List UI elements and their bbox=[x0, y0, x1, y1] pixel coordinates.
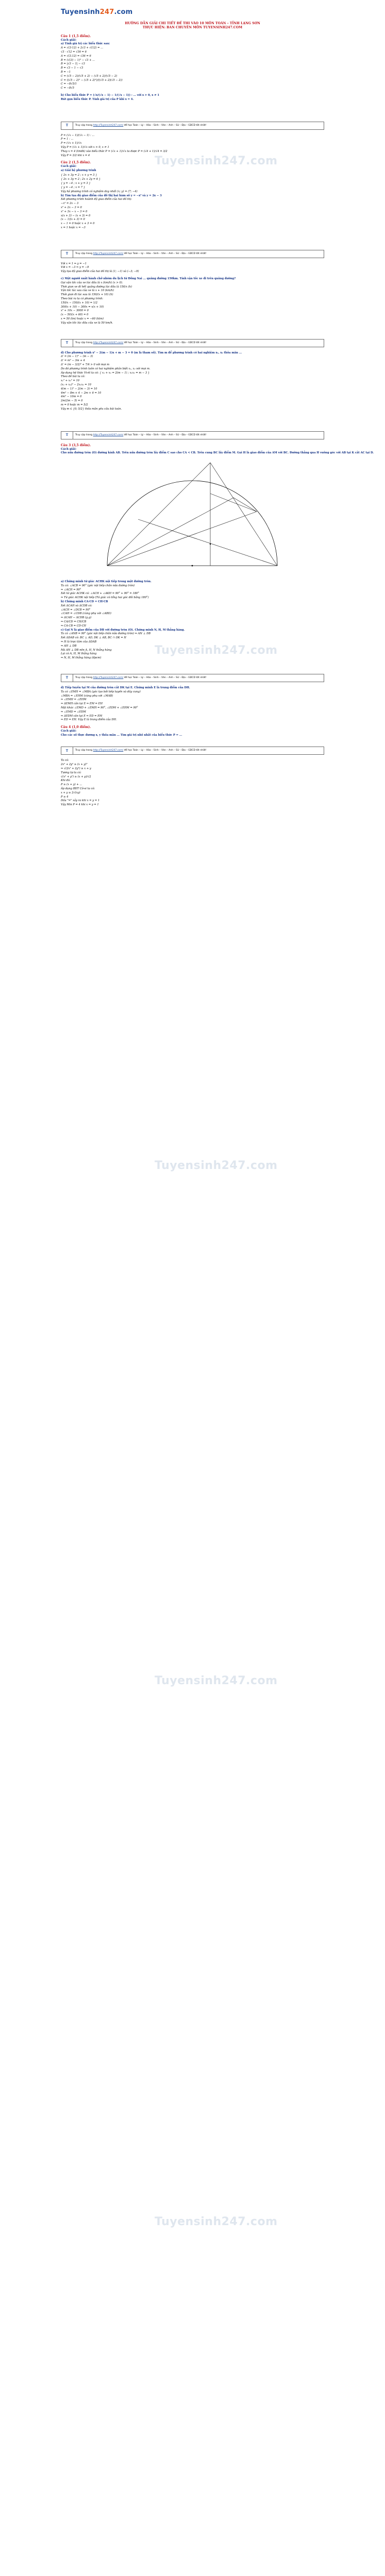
part-heading: c) Gọi N là giao điểm của DB với đường tròn (O). Chứng minh N, H, M thẳng hàng. bbox=[61, 628, 185, 632]
solution-line: P = (√x + 1)/√x bbox=[61, 142, 82, 145]
part-heading: c) Một người xuất hành chở nhóm du lịch từ Đồng Nai ... quãng đường 150km. Tính vận tốc xe đi trên quãng đường? bbox=[61, 277, 236, 281]
solution-line: B = −1 bbox=[61, 70, 71, 74]
solution-line: Vậy P = 3/2 khi x = 4 bbox=[61, 154, 90, 157]
question-2 bbox=[61, 161, 324, 439]
promo-footer bbox=[61, 250, 324, 258]
solution-line: A = √(3·12) + 2√3 + √(12) = ... bbox=[61, 46, 104, 50]
logo-row bbox=[61, 3, 324, 21]
solution-line: x₁² + x₂² = 10 bbox=[61, 379, 80, 383]
solution-line: Theo bài ra ta có phương trình: bbox=[61, 297, 104, 301]
solution-line: Ta có: ∠ACB = 90° (góc nội tiếp chắn nửa đường tròn) bbox=[61, 584, 135, 587]
point-o bbox=[192, 565, 193, 567]
solution-line: Δ' = (m − 1)² − (m − 3) bbox=[61, 355, 93, 359]
solution-line: Xét ΔCAH và ΔCDB có: bbox=[61, 604, 92, 607]
solution-line: ∠ACH = ∠DCB = 90° bbox=[61, 608, 91, 612]
solution-line: ∠CAH = ∠CDB (cùng phụ với ∠ABD) bbox=[61, 612, 111, 616]
solution-line: ⇒ ED = EH. Vậy E là trung điểm của DH. bbox=[61, 718, 117, 722]
solution-line: Vậy Min P = 4 khi x = y = 1 bbox=[61, 803, 99, 807]
segment-db bbox=[210, 463, 277, 566]
footer-logo: T bbox=[61, 122, 73, 129]
solution-line: m = 0 hoặc m = 5/2 bbox=[61, 403, 88, 406]
problem-statement: Cho nửa đường tròn (O) đường kính AB. Trên nửa đường tròn lấy điểm C sao cho CA < CB. Trên cung BC lấy điểm M. Gọi H là giao điểm của AM với BC. Đường thẳng qua H vuông góc với AB tại K cắt AC tại D. bbox=[61, 451, 374, 455]
solution-line: Thời gian đi lúc sau là 150/(x + 10) (h) bbox=[61, 293, 113, 297]
solution-line: C = −8√5 bbox=[61, 87, 74, 90]
footer-link[interactable]: http://Tuyensinh247.com/ bbox=[93, 252, 124, 255]
problem-statement: Cho các số thực dương x, y thỏa mãn ... Tìm giá trị nhỏ nhất của biểu thức P = ... bbox=[61, 733, 182, 737]
solution-line: Lại có A, H, M thẳng hàng bbox=[61, 652, 97, 656]
solution-line: Khi đó: bbox=[61, 779, 71, 783]
solution-line: Gọi vận tốc của xe lúc đầu là x (km/h) (x > 0). bbox=[61, 281, 123, 284]
footer-link[interactable]: http://Tuyensinh247.com/ bbox=[93, 676, 124, 679]
solution-line: x² + 2x − 3 = 0 bbox=[61, 206, 82, 209]
footer-text: Truy cập trang http://Tuyensinh247.com/ để học Toán – Lý – Hóa – Sinh – Văn – Anh – Sử – Địa – GDCD tốt nhất! bbox=[75, 341, 207, 344]
solution-lines bbox=[61, 604, 324, 629]
solution-line: C = (√5 − 2)/(√5 + 2) − (√5 + 2)/(√5 − 2) bbox=[61, 74, 118, 78]
solution-line: A = √(3.12) = √36 = 6 bbox=[61, 54, 91, 58]
tangent-me bbox=[210, 494, 257, 512]
solution-lines bbox=[61, 178, 324, 194]
solution-line: ⇒ H là trực tâm của ΔDAB bbox=[61, 640, 97, 643]
footer-logo: T bbox=[61, 432, 73, 439]
solution-line: Xét tứ giác ACHK có: ∠ACH + ∠AKH = 90° + 90° = 180° bbox=[61, 592, 139, 596]
solution-line: √3 · √12 = √36 = 6 bbox=[61, 50, 87, 54]
solution-line: ⇒ ∠ACH = 90° bbox=[61, 588, 81, 591]
footer-text: Truy cập trang http://Tuyensinh247.com/ để học Toán – Lý – Hóa – Sinh – Văn – Anh – Sử – Địa – GDCD tốt nhất! bbox=[75, 433, 207, 436]
question-heading: Câu 3 (3,5 điểm). bbox=[61, 443, 91, 447]
solution-line: Thay x = 4 (tmđk) vào biểu thức P = (√x + 1)/√x ta được P = (√4 + 1)/√4 = 3/2 bbox=[61, 149, 168, 153]
solution-line: Tương tự ta có: bbox=[61, 771, 81, 774]
solution-line: Với x = 1 ⇒ y = −1 bbox=[61, 262, 87, 265]
solution-line: ⇒ CA/CD = CH/CB bbox=[61, 620, 87, 623]
solution-line: Vậy P = (√x + 1)/√x với x > 0, x ≠ 1 bbox=[61, 145, 109, 149]
solution-line: ⇒ ∠EMH = ∠EHM bbox=[61, 698, 87, 702]
part-heading: d) Tiếp tuyến tại M của đường tròn cắt DK tại E. Chứng minh E là trung điểm của DH. bbox=[61, 686, 190, 689]
solution-lines bbox=[61, 198, 324, 230]
solution-lines bbox=[61, 262, 324, 274]
footer-logo: T bbox=[61, 747, 73, 754]
solution-line: Vận tốc lúc sau của xe là x + 10 (km/h) bbox=[61, 289, 114, 293]
semicircle bbox=[107, 481, 277, 566]
solution-line: ⇒ ∠EMD = ∠EDM bbox=[61, 710, 86, 714]
solution-label: Cách giải: bbox=[61, 165, 77, 168]
solution-line: Mà AN ⊥ DB nên A, H, N thẳng hàng bbox=[61, 648, 112, 652]
solution-line: ⇒ ΔCAH ∽ ΔCDB (g.g) bbox=[61, 616, 92, 620]
solution-line: ∠MBA = ∠EHM (cùng phụ với ∠MAB) bbox=[61, 694, 113, 698]
solution-line: 4m² − 10m = 0 bbox=[61, 395, 82, 399]
solution-line: Do đó phương trình luôn có hai nghiệm phân biệt x₁, x₂ với mọi m. bbox=[61, 367, 150, 370]
part-heading: a) Tính giá trị các biểu thức sau: bbox=[61, 42, 110, 46]
part-heading: a) Chứng minh tứ giác ACHK nội tiếp trong một đường tròn. bbox=[61, 580, 152, 583]
solution-line: Vậy m ∈ {0; 5/2} thỏa mãn yêu cầu bài toán. bbox=[61, 407, 122, 411]
solution-label: Cách giải: bbox=[61, 730, 77, 733]
solution-line: x = 50 (tm) hoặc x = −60 (ktm) bbox=[61, 317, 104, 321]
watermark: Tuyensinh247.com bbox=[155, 155, 278, 167]
solution-line: x − 1 = 0 hoặc x + 3 = 0 bbox=[61, 222, 95, 226]
solution-line: { 2x + 3y = 2 ; 2x + 2y = 6 } bbox=[61, 178, 101, 181]
solution-line: { y = −4 ; x + y = 3 } bbox=[61, 182, 91, 185]
solution-lines bbox=[61, 632, 324, 660]
part-heading: a) Giải hệ phương trình bbox=[61, 168, 96, 172]
solution-line: P = (√x − 1)/(√x − 1) : ... bbox=[61, 133, 95, 137]
solution-line: x² + 3x − x − 3 = 0 bbox=[61, 210, 88, 213]
solution-lines bbox=[61, 355, 324, 411]
promo-footer bbox=[61, 339, 324, 347]
solution-line: x = 1 hoặc x = −3 bbox=[61, 226, 86, 229]
segment-am bbox=[107, 512, 257, 566]
solution-line: Vậy tọa độ giao điểm của hai đồ thị là (1; −1) và (−3; −9) bbox=[61, 270, 139, 274]
solution-lines bbox=[61, 690, 324, 722]
solution-line: √(x² + y²) ≥ (x + y)/√2 bbox=[61, 775, 91, 778]
watermark: Tuyensinh247.com bbox=[155, 1674, 278, 1687]
solution-lines bbox=[61, 759, 324, 807]
segment-bc bbox=[138, 519, 277, 566]
question-4 bbox=[61, 725, 324, 807]
solution-line: Vậy vận tốc lúc đầu của xe là 50 km/h. bbox=[61, 321, 113, 325]
solution-line: B = |√3 − 1| − √3 bbox=[61, 62, 85, 66]
solution-lines bbox=[61, 281, 324, 326]
solution-line: Xét phương trình hoành độ giao điểm của hai đồ thị: bbox=[61, 198, 132, 201]
solution-line: (x − 1)(x + 3) = 0 bbox=[61, 218, 85, 222]
footer-link[interactable]: http://Tuyensinh247.com/ bbox=[93, 341, 124, 344]
promo-footer bbox=[61, 747, 324, 755]
solution-line: B = (√(3) − 1)² − √3 + ... bbox=[61, 58, 95, 62]
document-title bbox=[61, 22, 324, 30]
solution-line: Theo đề bài ta có: bbox=[61, 375, 86, 379]
solution-line: C = −8√5/1 bbox=[61, 82, 77, 86]
solution-line: Áp dụng hệ thức Vi-ét ta có: { x₁ + x₂ = 2(m − 1) ; x₁x₂ = m − 3 } bbox=[61, 371, 150, 375]
solution-line: (x − 50)(x + 60) = 0 bbox=[61, 313, 89, 317]
solution-line: B = √3 − 1 − √3 bbox=[61, 66, 83, 70]
solution-line: 150/x − 150/(x + 10) = 1/2 bbox=[61, 301, 98, 304]
part-task: Rút gọn biểu thức P. Tính giá trị của P khi x = 4. bbox=[61, 97, 134, 101]
solution-line: P ≥ 4 bbox=[61, 795, 69, 799]
solution-line: ⇒ ΔEMH cân tại E ⇒ EM = EH bbox=[61, 702, 103, 706]
question-heading: Câu 1 (1,5 điểm). bbox=[61, 34, 91, 38]
part-heading: d) Cho phương trình x² − 2(m − 1)x + m − 3 = 0 (m là tham số). Tìm m để phương trình có hai nghiệm x₁, x₂ thỏa mãn ... bbox=[61, 351, 242, 354]
solution-line: Ta có ∠EMH = ∠MBA (góc tạo bởi tiếp tuyến và dây cung) bbox=[61, 690, 141, 693]
solution-line: ⇒ AH ⊥ DB bbox=[61, 644, 77, 648]
part-heading: b) Tìm tọa độ giao điểm của đồ thị hai hàm số y = −x² và y = 2x − 3 bbox=[61, 194, 162, 197]
solution-line: ⇒ CA·CB = CD·CH bbox=[61, 624, 87, 628]
segment-da bbox=[107, 463, 210, 566]
point-h bbox=[210, 544, 211, 545]
solution-line: 4(m − 1)² − 2(m − 3) = 10 bbox=[61, 387, 97, 391]
watermark: Tuyensinh247.com bbox=[155, 644, 278, 657]
solution-line: x + y ≥ 2√(xy) bbox=[61, 791, 80, 794]
solution-line: x² + 10x − 3000 = 0 bbox=[61, 309, 89, 313]
solution-line: ⇒ N, H, M thẳng hàng (đpcm) bbox=[61, 656, 102, 660]
footer-link[interactable]: http://Tuyensinh247.com/ bbox=[93, 433, 124, 436]
footer-text: Truy cập trang http://Tuyensinh247.com/ để học Toán – Lý – Hóa – Sinh – Văn – Anh – Sử – Địa – GDCD tốt nhất! bbox=[75, 252, 207, 255]
solution-line: P ≥ (x + y) + ... bbox=[61, 783, 82, 787]
question-heading: Câu 4 (1,0 điểm). bbox=[61, 725, 91, 730]
solution-line: x(x + 3) − (x + 3) = 0 bbox=[61, 214, 91, 217]
question-1 bbox=[61, 35, 324, 158]
footer-logo: T bbox=[61, 674, 73, 682]
solution-line: Thời gian xe đi hết quãng đường lúc đầu là 150/x (h) bbox=[61, 285, 132, 289]
solution-line: ⇒ Tứ giác ACHK nội tiếp (Tứ giác có tổng hai góc đối bằng 180°) bbox=[61, 596, 149, 600]
solution-line: P = 1 : ... bbox=[61, 138, 74, 141]
footer-logo: T bbox=[61, 340, 73, 347]
solution-line: Ta có: bbox=[61, 759, 69, 762]
footer-link[interactable]: http://Tuyensinh247.com/ bbox=[93, 749, 124, 752]
solution-line: Δ' = m² − 3m + 4 bbox=[61, 359, 85, 363]
solution-line: Vậy hệ phương trình có nghiệm duy nhất (x; y) = (7; −4) bbox=[61, 190, 138, 193]
solution-line: ⇒ ΔEDM cân tại E ⇒ ED = EM bbox=[61, 714, 103, 718]
solution-line: −x² = 2x − 3 bbox=[61, 202, 79, 206]
promo-footer bbox=[61, 674, 324, 682]
footer-logo: T bbox=[61, 250, 73, 258]
solution-line: Với x = −3 ⇒ y = −9 bbox=[61, 266, 89, 269]
title-line-2: THỰC HIỆN: BAN CHUYÊN MÔN TUYENSINH247.COM bbox=[142, 26, 243, 30]
promo-footer bbox=[61, 431, 324, 439]
solution-line: ⇒ √(2x² + 2y²) ≥ x + y bbox=[61, 767, 91, 771]
solution-line: Xét ΔDAB có: BC ⊥ AD, DK ⊥ AB, BC ∩ DK = H bbox=[61, 636, 126, 640]
solution-lines bbox=[61, 584, 324, 600]
solution-line: Mặt khác ∠EMD + ∠EMH = 90°, ∠EDM + ∠EHM = 90° bbox=[61, 706, 138, 709]
solution-line: C = ((√5 − 2)² − (√5 + 2)²)/((√5 + 2)(√5 − 2)) bbox=[61, 78, 123, 82]
segment-an bbox=[107, 498, 233, 566]
solution-line: Áp dụng BĐT Cô-si ta có: bbox=[61, 787, 95, 791]
solution-line: 2x² + 2y² ≥ (x + y)² bbox=[61, 763, 88, 767]
footer-text: Truy cập trang http://Tuyensinh247.com/ để học Toán – Lý – Hóa – Sinh – Văn – Anh – Sử – Địa – GDCD tốt nhất! bbox=[75, 749, 207, 752]
solution-line: { y = −4 ; x = 7 } bbox=[61, 185, 86, 189]
part-heading: b) Cho biểu thức P = (√x/(√x − 1) − 1/(√x − 1)) : ... với x > 0, x ≠ 1 bbox=[61, 93, 159, 97]
part-heading: b) Chứng minh CA·CD = CH·CB bbox=[61, 600, 108, 603]
solution-line: 2m(2m − 5) = 0 bbox=[61, 399, 83, 403]
equation-system: { 2x + 3y = 2 ; x + y = 3 } bbox=[61, 173, 97, 177]
watermark: Tuyensinh247.com bbox=[155, 1159, 278, 1172]
title-line-1: HƯỚNG DẪN GIẢI CHI TIẾT ĐỀ THI VÀO 10 MÔN TOÁN – TỈNH LẠNG SƠN bbox=[125, 22, 260, 25]
segment-nm bbox=[233, 498, 257, 512]
solution-line: 300(x + 10) − 300x = x(x + 10) bbox=[61, 305, 104, 309]
watermark: Tuyensinh247.com bbox=[155, 2215, 278, 2228]
solution-line: Ta có ∠ANB = 90° (góc nội tiếp chắn nửa đường tròn) ⇒ AN ⊥ DB bbox=[61, 632, 151, 636]
footer-text: Truy cập trang http://Tuyensinh247.com/ để học Toán – Lý – Hóa – Sinh – Văn – Anh – Sử – Địa – GDCD tốt nhất! bbox=[75, 676, 207, 679]
solution-line: (x₁ + x₂)² − 2x₁x₂ = 10 bbox=[61, 383, 91, 387]
question-heading: Câu 2 (1,5 điểm). bbox=[61, 161, 91, 165]
solution-line: 4m² − 8m + 4 − 2m + 6 = 10 bbox=[61, 391, 102, 395]
footer-link[interactable]: http://Tuyensinh247.com/ bbox=[93, 124, 124, 127]
solution-label: Cách giải: bbox=[61, 38, 77, 42]
footer-text: Truy cập trang http://Tuyensinh247.com/ để học Toán – Lý – Hóa – Sinh – Văn – Anh – Sử – Địa – GDCD tốt nhất! bbox=[75, 124, 207, 127]
geometry-figure bbox=[61, 457, 324, 576]
site-logo[interactable]: Tuyensinh247.com bbox=[61, 8, 133, 16]
solution-line: Dấu "=" xảy ra khi x = y = 1 bbox=[61, 799, 100, 803]
solution-line: Δ' = (m − 3/2)² + 7/4 > 0 với mọi m bbox=[61, 363, 110, 367]
promo-footer bbox=[61, 122, 324, 130]
question-3 bbox=[61, 443, 374, 723]
solution-lines bbox=[61, 46, 324, 91]
solution-lines bbox=[61, 134, 324, 158]
solution-label: Cách giải: bbox=[61, 447, 77, 451]
